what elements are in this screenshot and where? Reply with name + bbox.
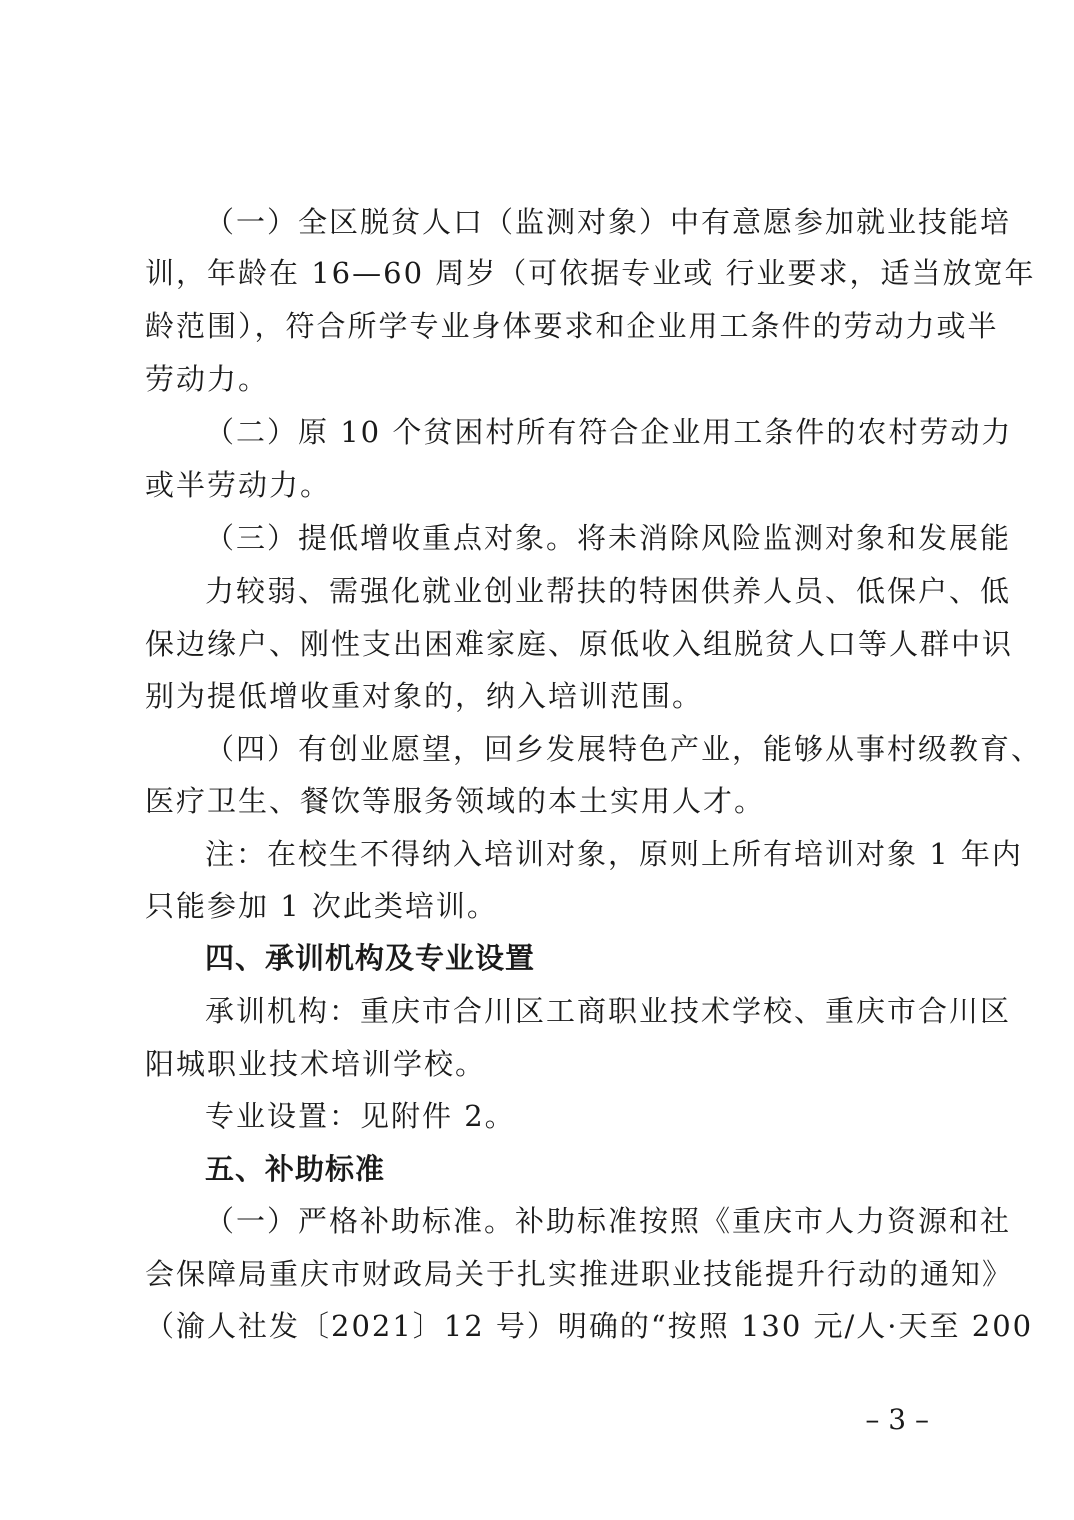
section-heading: 四、承训机构及专业设置 xyxy=(205,941,536,975)
paragraph-line: 阳城职业技术培训学校。 xyxy=(145,1047,487,1081)
paragraph-line: 只能参加 1 次此类培训。 xyxy=(145,889,498,923)
paragraph-line: 训，年龄在 16—60 周岁（可依据专业或 行业要求，适当放宽年 xyxy=(145,256,1036,290)
paragraph-line: 龄范围），符合所学专业身体要求和企业用工条件的劳动力或半 xyxy=(145,309,999,343)
paragraph-line: 劳动力。 xyxy=(145,362,270,396)
paragraph-line: 医疗卫生、餐饮等服务领域的本土实用人才。 xyxy=(145,784,766,818)
paragraph-line: 注：在校生不得纳入培训对象，原则上所有培训对象 1 年内 xyxy=(205,837,1023,871)
paragraph-line: 承训机构：重庆市合川区工商职业技术学校、重庆市合川区 xyxy=(205,994,1012,1028)
paragraph-line: 别为提低增收重对象的，纳入培训范围。 xyxy=(145,679,704,713)
paragraph-line: （渝人社发〔2021〕12 号）明确的“按照 130 元/人·天至 200 xyxy=(145,1309,1034,1343)
paragraph-line: 会保障局重庆市财政局关于扎实推进职业技能提升行动的通知》 xyxy=(145,1257,1014,1291)
page-number: – 3 – xyxy=(865,1403,929,1436)
section-heading: 五、补助标准 xyxy=(205,1152,386,1186)
paragraph-line: （二）原 10 个贫困村所有符合企业用工条件的农村劳动力 xyxy=(205,415,1013,449)
paragraph-line: 或半劳动力。 xyxy=(145,468,332,502)
paragraph-line: （三）提低增收重点对象。将未消除风险监测对象和发展能 xyxy=(205,521,1012,555)
paragraph-line: （四）有创业愿望，回乡发展特色产业，能够从事村级教育、 xyxy=(205,732,1043,766)
paragraph-line: （一）严格补助标准。补助标准按照《重庆市人力资源和社 xyxy=(205,1204,1012,1238)
paragraph-line: （一）全区脱贫人口（监测对象）中有意愿参加就业技能培 xyxy=(205,205,1012,239)
paragraph-line: 专业设置：见附件 2。 xyxy=(205,1099,516,1133)
paragraph-line: 力较弱、需强化就业创业帮扶的特困供养人员、低保户、低 xyxy=(205,574,1012,608)
paragraph-line: 保边缘户、刚性支出困难家庭、原低收入组脱贫人口等人群中识 xyxy=(145,627,1014,661)
